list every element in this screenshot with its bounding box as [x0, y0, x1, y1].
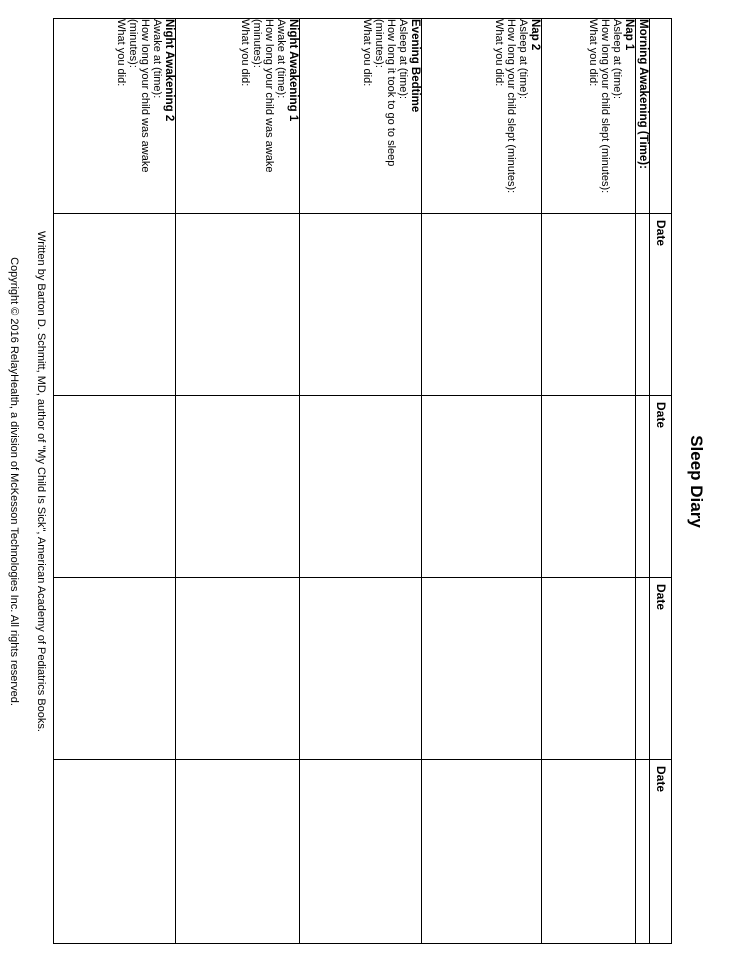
- author-credit: Written by Barton D. Schmitt, MD, author of "My Child Is Sick", American Academy of Pediatrics Books.: [35, 231, 47, 732]
- date-header-2: Date: [649, 396, 671, 578]
- entry-cell[interactable]: [541, 396, 635, 578]
- entry-cell[interactable]: [541, 214, 635, 396]
- entry-cell[interactable]: [54, 578, 176, 760]
- evening-bedtime-row: [299, 19, 421, 944]
- sleep-diary-table: [53, 18, 672, 944]
- entry-cell[interactable]: [635, 760, 649, 944]
- nap-2-line-duration: How long your child slept (minutes):: [504, 19, 517, 194]
- nap-1-heading: Nap 1: [622, 19, 635, 51]
- nap-1-line-asleep: Asleep at (time):: [610, 19, 623, 100]
- entry-cell[interactable]: [54, 396, 176, 578]
- night-1-line-duration: How long your child was awake (minutes):: [250, 19, 275, 173]
- nap-1-line-duration: How long your child slept (minutes):: [598, 19, 611, 194]
- entry-cell[interactable]: [541, 578, 635, 760]
- entry-cell[interactable]: [54, 760, 176, 944]
- date-header-4: Date: [649, 760, 671, 944]
- night-awakening-2-heading: Night Awakening 2: [162, 19, 175, 122]
- night-1-line-awake: Awake at (time):: [274, 19, 287, 99]
- night-awakening-2-label-cell: [54, 19, 176, 214]
- page-title: Sleep Diary: [687, 435, 706, 528]
- header-corner-cell: [649, 19, 671, 214]
- date-header-1: Date: [649, 214, 671, 396]
- entry-cell[interactable]: [421, 578, 541, 760]
- entry-cell[interactable]: [421, 396, 541, 578]
- entry-cell[interactable]: [299, 578, 421, 760]
- evening-bedtime-heading: Evening Bedtime: [408, 19, 421, 113]
- nap-1-row: [541, 19, 635, 944]
- nap-2-label-cell: [421, 19, 541, 214]
- copyright-notice: Copyright © 2016 RelayHealth, a division of McKesson Technologies Inc. All rights reserved.: [8, 257, 20, 706]
- entry-cell[interactable]: [54, 214, 176, 396]
- entry-cell[interactable]: [299, 760, 421, 944]
- nap-1-label-cell: [541, 19, 635, 214]
- evening-line-asleep: Asleep at (time):: [396, 19, 409, 100]
- evening-line-what: What you did:: [360, 19, 373, 87]
- night-awakening-1-heading: Night Awakening 1: [286, 19, 299, 122]
- morning-awakening-row: [635, 19, 649, 944]
- entry-cell[interactable]: [635, 578, 649, 760]
- nap-1-line-what: What you did:: [586, 19, 599, 87]
- night-awakening-2-row: [54, 19, 176, 944]
- entry-cell[interactable]: [175, 214, 299, 396]
- entry-cell[interactable]: [299, 396, 421, 578]
- entry-cell[interactable]: [175, 396, 299, 578]
- entry-cell[interactable]: [541, 760, 635, 944]
- night-awakening-1-label-cell: [175, 19, 299, 214]
- evening-line-duration: How long it took to go to sleep (minutes):: [372, 19, 397, 167]
- entry-cell[interactable]: [421, 214, 541, 396]
- nap-2-line-asleep: Asleep at (time):: [516, 19, 529, 100]
- entry-cell[interactable]: [299, 214, 421, 396]
- morning-awakening-label: Morning Awakening (Time):: [635, 19, 649, 214]
- entry-cell[interactable]: [421, 760, 541, 944]
- night-2-line-what: What you did:: [114, 19, 127, 87]
- nap-2-row: [421, 19, 541, 944]
- nap-2-line-what: What you did:: [492, 19, 505, 87]
- nap-2-heading: Nap 2: [528, 19, 541, 51]
- entry-cell[interactable]: [175, 760, 299, 944]
- night-2-line-duration: How long your child was awake (minutes):: [126, 19, 151, 173]
- entry-cell[interactable]: [175, 578, 299, 760]
- entry-cell[interactable]: [635, 214, 649, 396]
- header-row: [649, 19, 671, 944]
- night-2-line-awake: Awake at (time):: [150, 19, 163, 99]
- evening-bedtime-label-cell: [299, 19, 421, 214]
- date-header-3: Date: [649, 578, 671, 760]
- night-1-line-what: What you did:: [238, 19, 251, 87]
- entry-cell[interactable]: [635, 396, 649, 578]
- night-awakening-1-row: [175, 19, 299, 944]
